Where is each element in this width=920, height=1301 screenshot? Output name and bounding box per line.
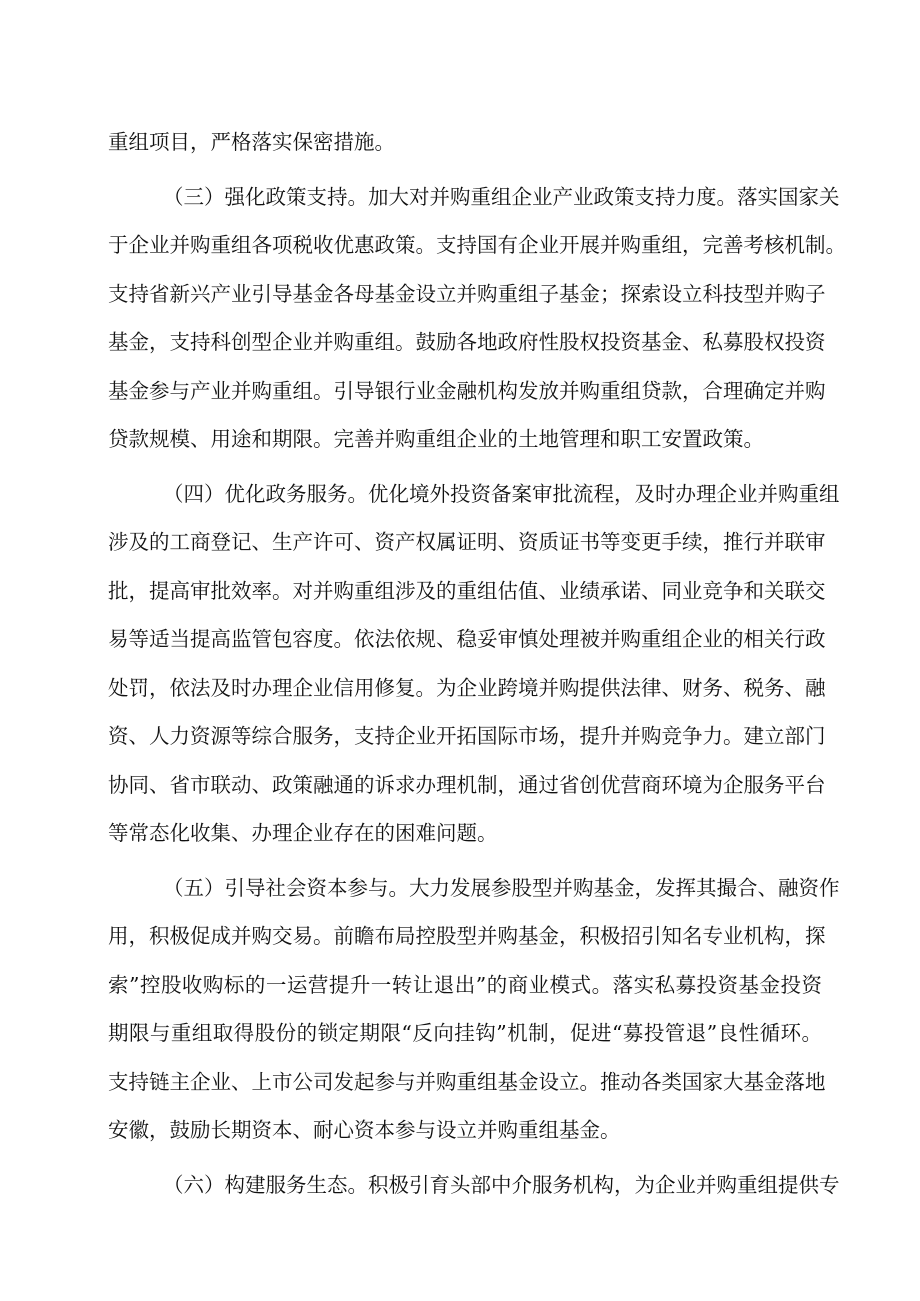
text-line: 处罚，依法及时办理企业信用修复。为企业跨境并购提供法律、财务、税务、融	[108, 675, 826, 700]
text-line: 用，积极促成并购交易。前瞻布局控股型并购基金，积极招引知名专业机构，探	[108, 924, 826, 948]
paragraph-p3	[108, 173, 846, 464]
text-line: 支持省新兴产业引导基金各母基金设立并购重组子基金；探索设立科技型并购子	[108, 281, 826, 306]
text-line: （三）强化政策支持。加大对并购重组企业产业政策支持力度。落实国家关	[163, 184, 840, 209]
text-line: 批，提高审批效率。对并购重组涉及的重组估值、业绩承诺、同业竞争和关联交	[108, 578, 826, 603]
text-line: （五）引导社会资本参与。大力发展参股型并购基金，发挥其撮合、融资作	[163, 875, 840, 900]
paragraph-p6	[108, 1161, 840, 1210]
text-line: 贷款规模、用途和期限。完善并购重组企业的土地管理和职工安置政策。	[108, 427, 764, 451]
text-line: 重组项目，严格落实保密措施。	[108, 130, 395, 154]
paragraph-p0	[108, 118, 822, 167]
text-line: 易等适当提高监管包容度。依法依规、稳妥审慎处理被并购重组企业的相关行政	[108, 627, 826, 651]
text-line: 索”控股收购标的一运营提升一转让退出”的商业模式。落实私募投资基金投资	[108, 972, 822, 997]
text-line: 协同、省市联动、政策融通的诉求办理机制，通过省创优营商环境为企服务平台	[108, 772, 826, 797]
text-line: 基金参与产业并购重组。引导银行业金融机构发放并购重组贷款，合理确定并购	[108, 378, 826, 403]
paragraph-p4	[108, 470, 840, 858]
text-line: 资、人力资源等综合服务，支持企业开拓国际市场，提升并购竞争力。建立部门	[108, 724, 826, 748]
text-line: 期限与重组取得股份的锁定期限“反向挂钩”机制，促进“募投管退”良性循环。	[108, 1021, 822, 1045]
text-line: 基金，支持科创型企业并购重组。鼓励各地政府性股权投资基金、私募股权投资	[108, 330, 826, 354]
text-line: 等常态化收集、办理企业存在的困难问题。	[108, 821, 498, 845]
text-line: 涉及的工商登记、生产许可、资产权属证明、资质证书等变更手续，推行并联审	[108, 530, 826, 554]
paragraph-p5	[108, 864, 840, 1155]
text-line: （四）优化政务服务。优化境外投资备案审批流程，及时办理企业并购重组	[163, 481, 840, 506]
text-line: 于企业并购重组各项税收优惠政策。支持国有企业开展并购重组，完善考核机制。	[108, 233, 846, 257]
text-line: 支持链主企业、上市公司发起参与并购重组基金设立。推动各类国家大基金落地	[108, 1069, 826, 1094]
text-line: 安徽，鼓励长期资本、耐心资本参与设立并购重组基金。	[108, 1118, 621, 1142]
text-line: （六）构建服务生态。积极引育头部中介服务机构，为企业并购重组提供专	[163, 1172, 840, 1197]
